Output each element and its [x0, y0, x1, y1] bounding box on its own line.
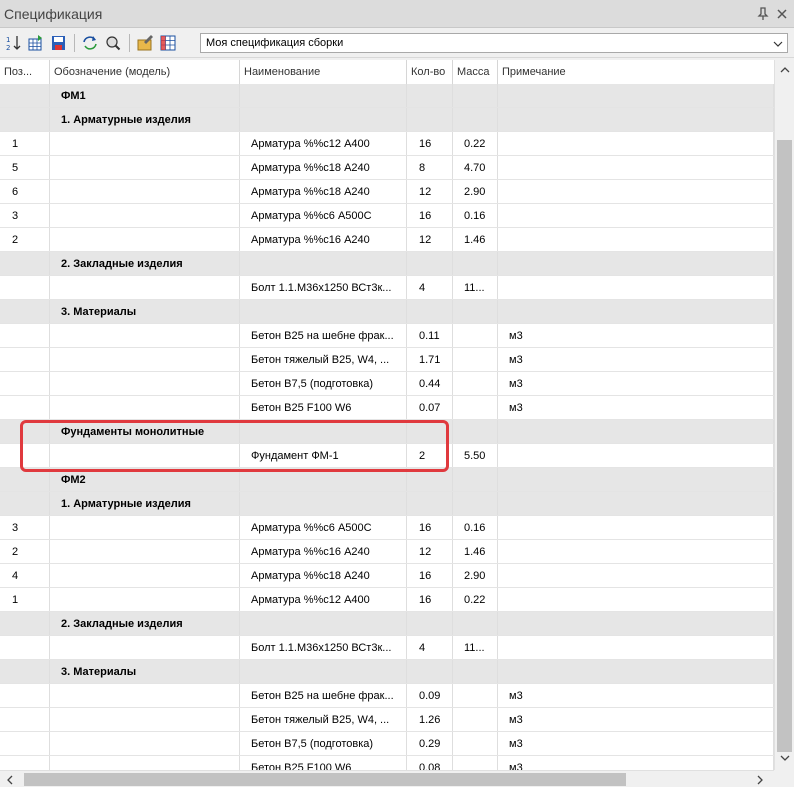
vertical-scroll-thumb[interactable]	[777, 140, 792, 752]
cell-note[interactable]	[498, 156, 774, 179]
cell-note[interactable]	[498, 516, 774, 539]
horizontal-scrollbar[interactable]	[0, 770, 774, 787]
cell-quantity[interactable]: 16	[407, 204, 453, 227]
cell-name[interactable]: Арматура %%c6 А500С	[240, 204, 407, 227]
table-row[interactable]	[0, 564, 774, 588]
cell-quantity[interactable]	[407, 468, 453, 491]
cell-designation[interactable]	[50, 684, 240, 707]
cell-mass[interactable]: 2.90	[453, 564, 498, 587]
cell-designation[interactable]	[50, 444, 240, 467]
cell-mass[interactable]: 0.16	[453, 204, 498, 227]
cell-designation[interactable]	[50, 732, 240, 755]
cell-quantity[interactable]: 12	[407, 540, 453, 563]
edit-folder-icon[interactable]	[136, 34, 154, 52]
cell-mass[interactable]	[453, 396, 498, 419]
cell-note[interactable]	[498, 492, 774, 515]
cell-designation[interactable]	[50, 756, 240, 770]
cell-name[interactable]: Арматура %%c12 А400	[240, 132, 407, 155]
column-header-note[interactable]: Примечание	[502, 66, 566, 78]
cell-designation[interactable]	[50, 132, 240, 155]
cell-name[interactable]: Бетон тяжелый В25, W4, ...	[240, 708, 407, 731]
cell-mass[interactable]: 11...	[453, 276, 498, 299]
column-header-quantity[interactable]: Кол-во	[407, 60, 453, 84]
svg-text:1: 1	[6, 36, 11, 44]
cell-name[interactable]	[240, 108, 407, 131]
cell-name[interactable]	[240, 84, 407, 107]
cell-designation[interactable]	[50, 324, 240, 347]
close-icon[interactable]	[775, 7, 789, 21]
table-row[interactable]	[0, 132, 774, 156]
cell-position[interactable]	[0, 84, 50, 107]
cell-position[interactable]	[0, 396, 50, 419]
group-row[interactable]	[0, 252, 774, 276]
table-row[interactable]	[0, 444, 774, 468]
cell-position[interactable]	[0, 756, 50, 770]
cell-position[interactable]	[0, 660, 50, 683]
cell-note[interactable]	[498, 132, 774, 155]
cell-quantity[interactable]: 12	[407, 228, 453, 251]
cell-mass[interactable]	[453, 708, 498, 731]
cell-position[interactable]	[0, 684, 50, 707]
cell-name[interactable]	[240, 612, 407, 635]
cell-mass[interactable]	[453, 84, 498, 107]
cell-designation[interactable]: 2. Закладные изделия	[50, 252, 240, 275]
group-row[interactable]	[0, 108, 774, 132]
cell-quantity[interactable]	[407, 492, 453, 515]
cell-quantity[interactable]: 0.29	[407, 732, 453, 755]
cell-mass[interactable]	[453, 372, 498, 395]
cell-note[interactable]	[498, 660, 774, 683]
cell-quantity[interactable]: 4	[407, 636, 453, 659]
cell-position[interactable]: 3	[0, 204, 50, 227]
cell-position[interactable]	[0, 708, 50, 731]
cell-note[interactable]: м3	[498, 348, 774, 371]
cell-designation[interactable]	[50, 372, 240, 395]
cell-position[interactable]: 2	[0, 540, 50, 563]
cell-position[interactable]	[0, 444, 50, 467]
cell-mass[interactable]	[453, 420, 498, 443]
cell-designation[interactable]: 3. Материалы	[50, 300, 240, 323]
cell-name[interactable]	[240, 420, 407, 443]
chevron-down-icon	[773, 39, 783, 49]
cell-designation[interactable]	[50, 564, 240, 587]
grid-select-icon[interactable]	[159, 34, 177, 52]
cell-designation[interactable]	[50, 180, 240, 203]
panel-titlebar	[0, 0, 794, 28]
save-table-icon[interactable]	[50, 34, 68, 52]
settings-search-icon[interactable]	[104, 34, 122, 52]
cell-designation[interactable]	[50, 396, 240, 419]
cell-designation[interactable]	[50, 708, 240, 731]
cell-position[interactable]	[0, 420, 50, 443]
cell-designation[interactable]: 3. Материалы	[50, 660, 240, 683]
cell-position[interactable]: 6	[0, 180, 50, 203]
cell-quantity[interactable]: 16	[407, 588, 453, 611]
cell-designation[interactable]	[50, 204, 240, 227]
cell-name[interactable]: Арматура %%c16 А240	[240, 228, 407, 251]
cell-mass[interactable]: 5.50	[453, 444, 498, 467]
toolbar-separator	[129, 34, 130, 52]
cell-quantity[interactable]: 0.11	[407, 324, 453, 347]
cell-quantity[interactable]: 1.71	[407, 348, 453, 371]
cell-mass[interactable]	[453, 252, 498, 275]
table-row[interactable]	[0, 516, 774, 540]
table-row[interactable]	[0, 180, 774, 204]
table-row[interactable]	[0, 684, 774, 708]
cell-position[interactable]	[0, 276, 50, 299]
cell-position[interactable]	[0, 252, 50, 275]
cell-note[interactable]	[498, 252, 774, 275]
cell-quantity[interactable]: 1.26	[407, 708, 453, 731]
sync-icon[interactable]	[81, 34, 99, 52]
cell-position[interactable]: 2	[0, 228, 50, 251]
scroll-up-icon[interactable]	[780, 66, 790, 74]
cell-mass[interactable]: 0.16	[453, 516, 498, 539]
cell-position[interactable]	[0, 732, 50, 755]
sort-numeric-icon[interactable]	[5, 34, 23, 52]
cell-name[interactable]: Арматура %%c6 А500С	[240, 516, 407, 539]
group-row[interactable]	[0, 300, 774, 324]
cell-quantity[interactable]	[407, 612, 453, 635]
cell-mass[interactable]	[453, 324, 498, 347]
cell-designation[interactable]: 1. Арматурные изделия	[50, 492, 240, 515]
cell-name[interactable]: Арматура %%c18 А240	[240, 564, 407, 587]
cell-position[interactable]	[0, 612, 50, 635]
table-row[interactable]	[0, 732, 774, 756]
cell-quantity[interactable]	[407, 84, 453, 107]
scroll-down-icon[interactable]	[780, 754, 790, 762]
cell-note[interactable]	[498, 180, 774, 203]
cell-position[interactable]	[0, 348, 50, 371]
cell-position[interactable]	[0, 300, 50, 323]
cell-position[interactable]: 1	[0, 588, 50, 611]
cell-designation[interactable]: Фундаменты монолитные	[50, 420, 240, 443]
cell-mass[interactable]: 1.46	[453, 540, 498, 563]
cell-mass[interactable]: 0.22	[453, 588, 498, 611]
cell-quantity[interactable]: 4	[407, 276, 453, 299]
table-body	[0, 84, 774, 770]
table-row[interactable]	[0, 276, 774, 300]
table-row[interactable]	[0, 372, 774, 396]
cell-name[interactable]: Болт 1.1.М36х1250 ВСт3к...	[240, 636, 407, 659]
cell-mass[interactable]	[453, 732, 498, 755]
cell-note[interactable]	[498, 276, 774, 299]
cell-quantity[interactable]	[407, 300, 453, 323]
cell-note[interactable]	[498, 108, 774, 131]
cell-position[interactable]	[0, 324, 50, 347]
cell-mass[interactable]	[453, 108, 498, 131]
cell-note[interactable]	[498, 444, 774, 467]
cell-designation[interactable]	[50, 516, 240, 539]
specification-select[interactable]	[200, 33, 788, 53]
cell-quantity[interactable]	[407, 660, 453, 683]
cell-designation[interactable]	[50, 588, 240, 611]
specification-table	[0, 60, 774, 770]
cell-name[interactable]: Арматура %%c18 А240	[240, 180, 407, 203]
cell-note[interactable]	[498, 564, 774, 587]
cell-designation[interactable]	[50, 276, 240, 299]
cell-quantity[interactable]	[407, 252, 453, 275]
cell-mass[interactable]	[453, 348, 498, 371]
cell-quantity[interactable]: 0.44	[407, 372, 453, 395]
cell-designation[interactable]: 2. Закладные изделия	[50, 612, 240, 635]
cell-quantity[interactable]: 16	[407, 132, 453, 155]
cell-note[interactable]	[498, 588, 774, 611]
cell-designation[interactable]	[50, 540, 240, 563]
cell-note[interactable]: м3	[498, 372, 774, 395]
column-header-position[interactable]: Поз...	[0, 60, 50, 84]
cell-mass[interactable]	[453, 684, 498, 707]
cell-note[interactable]: м3	[498, 684, 774, 707]
group-row[interactable]	[0, 660, 774, 684]
cell-name[interactable]: Бетон В7,5 (подготовка)	[240, 372, 407, 395]
cell-quantity[interactable]: 12	[407, 180, 453, 203]
cell-note[interactable]: м3	[498, 732, 774, 755]
table-row[interactable]	[0, 324, 774, 348]
vertical-scrollbar[interactable]	[774, 60, 794, 770]
horizontal-scroll-thumb[interactable]	[24, 773, 626, 786]
cell-mass[interactable]	[453, 468, 498, 491]
table-row[interactable]	[0, 708, 774, 732]
cell-quantity[interactable]	[407, 420, 453, 443]
cell-mass[interactable]	[453, 660, 498, 683]
cell-name[interactable]: Бетон В7,5 (подготовка)	[240, 732, 407, 755]
table-row[interactable]	[0, 204, 774, 228]
panel-title: Спецификация	[4, 6, 103, 22]
cell-quantity[interactable]: 0.07	[407, 396, 453, 419]
cell-position[interactable]: 5	[0, 156, 50, 179]
cell-note[interactable]	[498, 420, 774, 443]
cell-mass[interactable]	[453, 300, 498, 323]
cell-name[interactable]: Арматура %%c12 А400	[240, 588, 407, 611]
cell-name[interactable]: Бетон тяжелый В25, W4, ...	[240, 348, 407, 371]
cell-note[interactable]: м3	[498, 396, 774, 419]
cell-designation[interactable]: ФМ2	[50, 468, 240, 491]
pin-icon[interactable]	[757, 7, 769, 21]
cell-position[interactable]	[0, 468, 50, 491]
table-header	[0, 60, 774, 84]
table-row[interactable]	[0, 228, 774, 252]
cell-quantity[interactable]	[407, 108, 453, 131]
toolbar-separator	[74, 34, 75, 52]
cell-name[interactable]: Арматура %%c18 А240	[240, 156, 407, 179]
scroll-left-icon[interactable]	[6, 775, 14, 785]
group-row[interactable]	[0, 612, 774, 636]
cell-name[interactable]: Бетон В25 на шебне фрак...	[240, 324, 407, 347]
table-row[interactable]	[0, 588, 774, 612]
scroll-right-icon[interactable]	[756, 775, 764, 785]
table-row[interactable]	[0, 756, 774, 770]
table-row[interactable]	[0, 396, 774, 420]
group-row[interactable]	[0, 492, 774, 516]
cell-designation[interactable]	[50, 228, 240, 251]
cell-mass[interactable]: 11...	[453, 636, 498, 659]
cell-quantity[interactable]: 0.08	[407, 756, 453, 770]
cell-name[interactable]: Арматура %%c16 А240	[240, 540, 407, 563]
cell-quantity[interactable]: 16	[407, 564, 453, 587]
cell-note[interactable]	[498, 468, 774, 491]
cell-name[interactable]	[240, 468, 407, 491]
cell-designation[interactable]: ФМ1	[50, 84, 240, 107]
cell-mass[interactable]: 2.90	[453, 180, 498, 203]
cell-note[interactable]	[498, 636, 774, 659]
cell-designation[interactable]	[50, 348, 240, 371]
cell-note[interactable]	[498, 540, 774, 563]
cell-designation[interactable]: 1. Арматурные изделия	[50, 108, 240, 131]
cell-note[interactable]	[498, 612, 774, 635]
group-row[interactable]	[0, 420, 774, 444]
table-row[interactable]	[0, 540, 774, 564]
specification-select-value: Моя спецификация сборки	[206, 37, 344, 49]
cell-quantity[interactable]: 2	[407, 444, 453, 467]
table-row[interactable]	[0, 636, 774, 660]
group-row[interactable]	[0, 84, 774, 108]
cell-mass[interactable]: 4.70	[453, 156, 498, 179]
cell-note[interactable]: м3	[498, 708, 774, 731]
cell-mass[interactable]: 0.22	[453, 132, 498, 155]
cell-quantity[interactable]: 8	[407, 156, 453, 179]
cell-position[interactable]	[0, 492, 50, 515]
cell-position[interactable]	[0, 372, 50, 395]
toolbar	[0, 29, 794, 58]
cell-note[interactable]	[498, 84, 774, 107]
cell-position[interactable]: 1	[0, 132, 50, 155]
cell-quantity[interactable]: 16	[407, 516, 453, 539]
cell-position[interactable]: 4	[0, 564, 50, 587]
cell-name[interactable]	[240, 252, 407, 275]
table-row[interactable]	[0, 156, 774, 180]
cell-name[interactable]	[240, 300, 407, 323]
cell-note[interactable]	[498, 204, 774, 227]
scrollbar-corner	[774, 770, 794, 787]
cell-name[interactable]: Бетон В25 на шебне фрак...	[240, 684, 407, 707]
column-header-designation[interactable]: Обозначение (модель)	[50, 60, 240, 84]
cell-quantity[interactable]: 0.09	[407, 684, 453, 707]
refresh-table-icon[interactable]	[27, 34, 45, 52]
cell-note[interactable]	[498, 228, 774, 251]
cell-position[interactable]	[0, 636, 50, 659]
cell-name[interactable]	[240, 660, 407, 683]
cell-name[interactable]: Бетон В25 F100 W6	[240, 396, 407, 419]
cell-name[interactable]: Болт 1.1.М36х1250 ВСт3к...	[240, 276, 407, 299]
cell-mass[interactable]	[453, 492, 498, 515]
cell-note[interactable]: м3	[498, 324, 774, 347]
cell-name[interactable]	[240, 492, 407, 515]
svg-text:2: 2	[6, 44, 11, 52]
cell-name[interactable]: Бетон В25 F100 W6	[240, 756, 407, 770]
cell-note[interactable]	[498, 300, 774, 323]
cell-mass[interactable]	[453, 756, 498, 770]
cell-position[interactable]: 3	[0, 516, 50, 539]
cell-position[interactable]	[0, 108, 50, 131]
table-row[interactable]	[0, 348, 774, 372]
cell-designation[interactable]	[50, 636, 240, 659]
cell-designation[interactable]	[50, 156, 240, 179]
cell-mass[interactable]: 1.46	[453, 228, 498, 251]
group-row[interactable]	[0, 468, 774, 492]
cell-mass[interactable]	[453, 612, 498, 635]
column-header-name[interactable]: Наименование	[240, 60, 407, 84]
column-header-mass[interactable]: Масса	[453, 60, 498, 84]
cell-name[interactable]: Фундамент ФМ-1	[240, 444, 407, 467]
cell-note[interactable]: м3	[498, 756, 774, 770]
